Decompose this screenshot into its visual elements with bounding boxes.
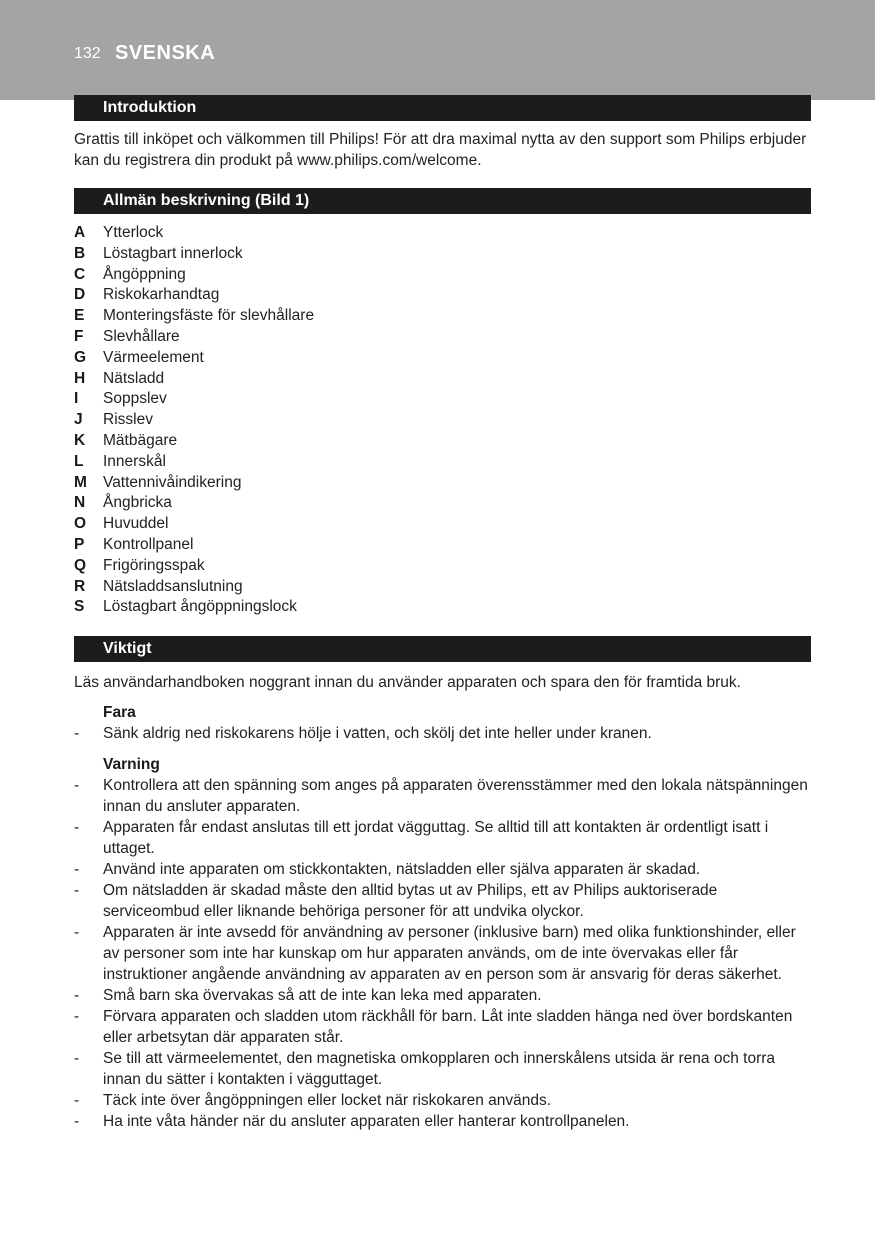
bullet-item xyxy=(74,1006,814,1048)
part-item xyxy=(74,265,674,286)
bullet-dash: - xyxy=(74,1050,80,1067)
bullet-dash: - xyxy=(74,1092,80,1109)
bullet-item xyxy=(74,1048,814,1090)
warning-heading: Varning xyxy=(103,756,160,773)
part-letter: O xyxy=(74,515,87,533)
part-name: Löstagbart innerlock xyxy=(103,244,243,262)
part-item xyxy=(74,431,674,452)
intro-text: Grattis till inköpet och välkommen till Philips! För att dra maximal nytta av den support som Philips erbjuder kan du registrera din produkt på www.philips.com/welcome. xyxy=(74,131,807,169)
part-name: Nätsladd xyxy=(103,369,165,387)
bullet-item xyxy=(74,1090,814,1111)
part-name: Ytterlock xyxy=(103,224,164,241)
part-letter: I xyxy=(74,390,79,408)
bullet-text: Kontrollera att den spänning som anges på apparaten överensstämmer med den lokala nätspänningen innan du ansluter apparaten. xyxy=(103,777,808,815)
bullet-item xyxy=(74,723,814,744)
part-item xyxy=(74,493,674,514)
part-item xyxy=(74,514,674,535)
part-letter: F xyxy=(74,327,84,345)
header-band xyxy=(0,0,875,100)
part-item xyxy=(74,556,674,577)
bullet-dash: - xyxy=(74,882,80,899)
bullet-text: Använd inte apparaten om stickkontakten, nätsladden eller själva apparaten är skadad. xyxy=(103,861,701,878)
bullet-item xyxy=(74,775,814,817)
part-item xyxy=(74,285,674,306)
section-heading-description: Allmän beskrivning (Bild 1) xyxy=(74,188,811,214)
parts-list xyxy=(74,223,674,618)
important-intro: Läs användarhandboken noggrant innan du använder apparaten och spara den för framtida bruk. xyxy=(74,674,741,691)
part-letter: A xyxy=(74,224,86,241)
part-item xyxy=(74,389,674,410)
bullet-item xyxy=(74,817,814,859)
part-name: Löstagbart ångöppningslock xyxy=(103,598,297,616)
part-name: Värmeelement xyxy=(103,348,204,366)
part-letter: G xyxy=(74,348,87,366)
part-letter: K xyxy=(74,431,86,449)
part-letter: P xyxy=(74,535,85,553)
part-item xyxy=(74,410,674,431)
part-name: Frigöringsspak xyxy=(103,556,205,574)
part-name: Monteringsfäste för slevhållare xyxy=(103,307,315,325)
danger-list xyxy=(74,723,814,744)
bullet-text: Sänk aldrig ned riskokarens hölje i vatten, och skölj det inte heller under kranen. xyxy=(103,725,652,742)
part-item xyxy=(74,327,674,348)
bullet-dash: - xyxy=(74,725,80,742)
bullet-text: Apparaten är inte avsedd för användning av personer (inklusive barn) med olika funktionshinder, eller av personer som inte har kunskap om hur apparaten används, om de inte övervakas eller får instruktioner angående användning av apparaten av en person som är ansvarig för deras säkerhet. xyxy=(103,924,796,983)
bullet-item xyxy=(74,985,814,1006)
page-number: 132 xyxy=(74,45,101,62)
part-item xyxy=(74,369,674,390)
part-letter: L xyxy=(74,452,84,470)
part-letter: D xyxy=(74,286,86,304)
bullet-item xyxy=(74,1111,814,1132)
part-item xyxy=(74,348,674,369)
part-letter: M xyxy=(74,473,87,491)
part-item xyxy=(74,244,674,265)
bullet-text: Små barn ska övervakas så att de inte kan leka med apparaten. xyxy=(103,987,542,1004)
danger-heading: Fara xyxy=(103,704,136,721)
part-name: Mätbägare xyxy=(103,431,178,449)
part-name: Huvuddel xyxy=(103,515,169,533)
language-title: SVENSKA xyxy=(115,42,216,64)
bullet-text: Se till att värmeelementet, den magnetiska omkopplaren och innerskålens utsida är rena och torra innan du sätter i kontakten i vägguttaget. xyxy=(103,1050,776,1088)
part-letter: N xyxy=(74,494,86,512)
part-letter: J xyxy=(74,411,83,429)
part-item xyxy=(74,223,674,244)
bullet-text: Täck inte över ångöppningen eller locket när riskokaren används. xyxy=(103,1092,552,1109)
part-letter: B xyxy=(74,244,86,262)
bullet-item xyxy=(74,880,814,922)
bullet-item xyxy=(74,859,814,880)
bullet-dash: - xyxy=(74,1113,80,1130)
part-item xyxy=(74,452,674,473)
part-letter: Q xyxy=(74,556,87,574)
section-heading-important: Viktigt xyxy=(74,636,811,662)
part-name: Slevhållare xyxy=(103,327,180,345)
part-item xyxy=(74,473,674,494)
part-name: Kontrollpanel xyxy=(103,535,194,553)
part-name: Vattennivåindikering xyxy=(103,473,242,491)
bullet-text: Förvara apparaten och sladden utom räckhåll för barn. Låt inte sladden hänga ned över bordskanten eller arbetsytan där apparaten står. xyxy=(103,1008,793,1046)
part-letter: S xyxy=(74,598,85,616)
bullet-dash: - xyxy=(74,819,80,836)
bullet-dash: - xyxy=(74,987,80,1004)
bullet-dash: - xyxy=(74,924,80,941)
part-name: Riskokarhandtag xyxy=(103,286,220,304)
bullet-text: Ha inte våta händer när du ansluter apparaten eller hanterar kontrollpanelen. xyxy=(103,1113,630,1130)
part-item xyxy=(74,577,674,598)
bullet-item xyxy=(74,922,814,985)
bullet-dash: - xyxy=(74,1008,80,1025)
bullet-text: Apparaten får endast anslutas till ett jordat vägguttag. Se alltid till att kontakten är ordentligt isatt i uttaget. xyxy=(103,819,769,857)
part-name: Nätsladdsanslutning xyxy=(103,577,243,595)
part-letter: E xyxy=(74,307,85,325)
warning-list xyxy=(74,775,814,1132)
part-name: Innerskål xyxy=(103,452,166,470)
part-letter: H xyxy=(74,369,86,387)
bullet-dash: - xyxy=(74,777,80,794)
part-item xyxy=(74,306,674,327)
part-letter: R xyxy=(74,577,86,595)
part-name: Soppslev xyxy=(103,390,167,408)
part-item xyxy=(74,597,674,618)
part-letter: C xyxy=(74,265,86,283)
part-name: Ångöppning xyxy=(103,265,186,283)
part-item xyxy=(74,535,674,556)
bullet-text: Om nätsladden är skadad måste den alltid bytas ut av Philips, ett av Philips auktoriserade serviceombud eller liknande behöriga personer för att undvika olyckor. xyxy=(103,882,718,920)
bullet-dash: - xyxy=(74,861,80,878)
part-name: Risslev xyxy=(103,411,153,429)
section-heading-introduction: Introduktion xyxy=(74,95,811,121)
part-name: Ångbricka xyxy=(103,494,172,512)
